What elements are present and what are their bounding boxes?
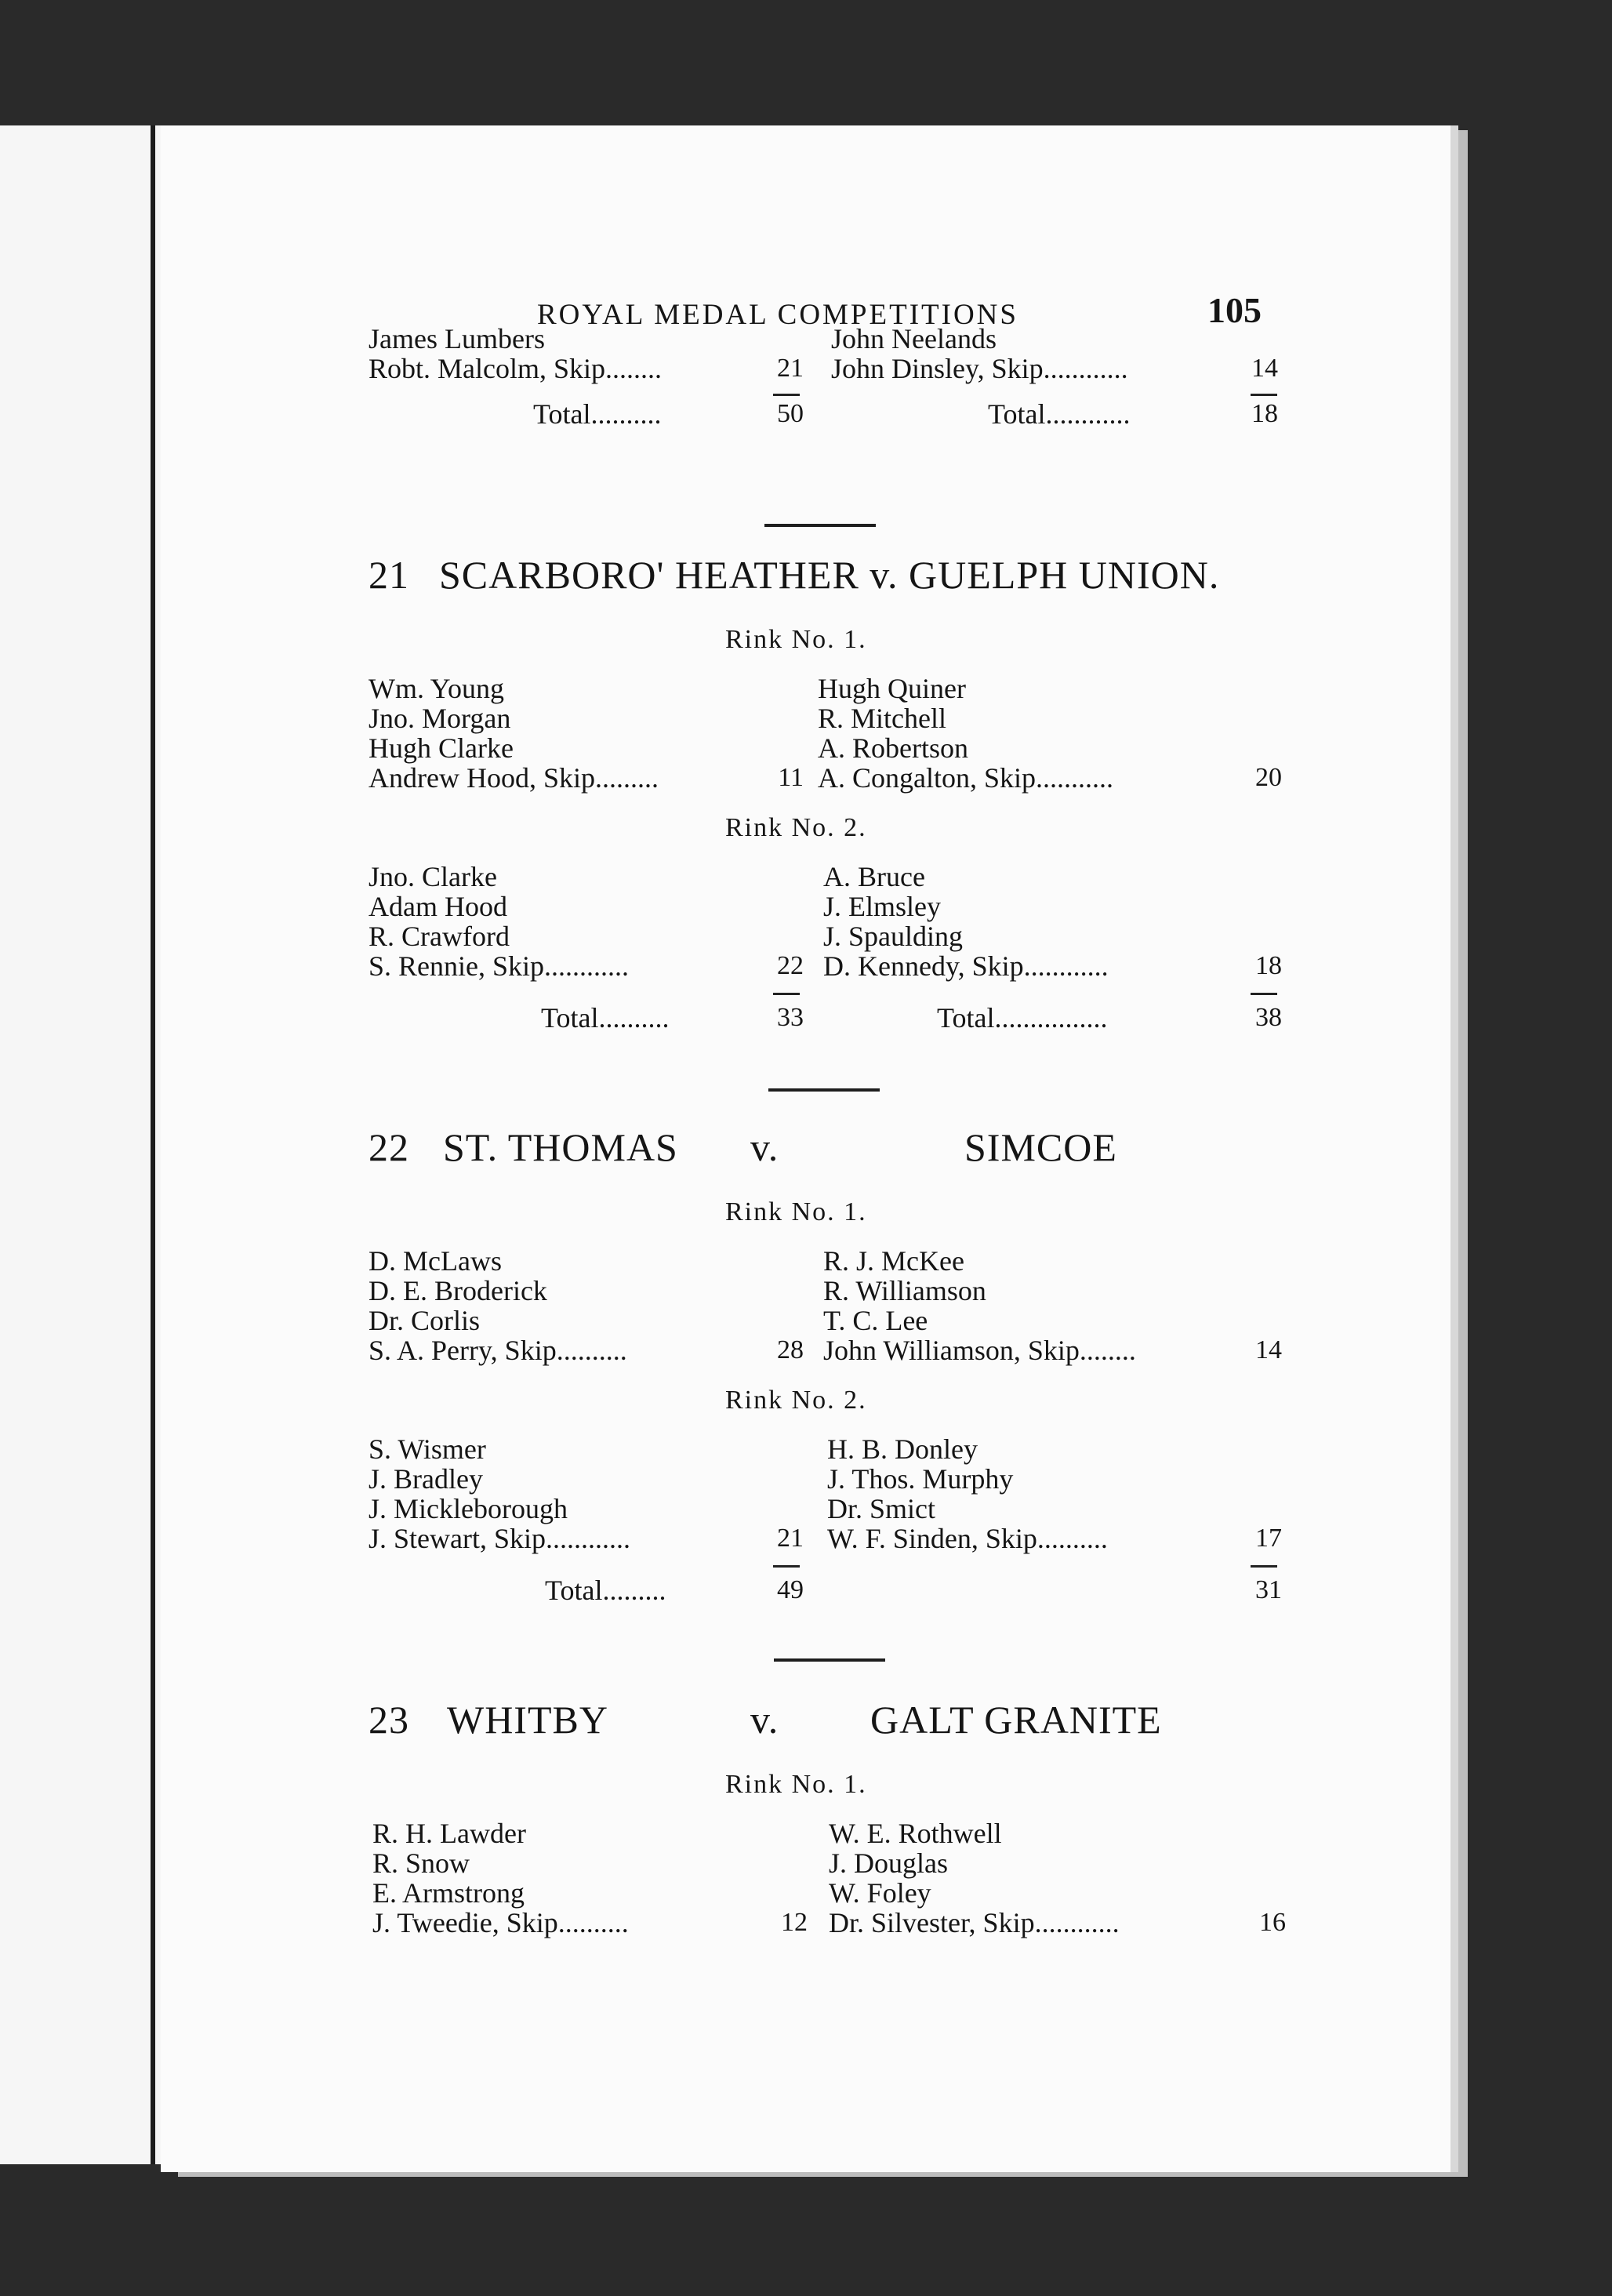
total-label: Total............: [988, 398, 1131, 430]
skip-score: 28: [777, 1335, 804, 1364]
player-name: R. H. Lawder: [372, 1818, 526, 1849]
player-name: R. Crawford: [369, 921, 510, 952]
player-name: R. Mitchell: [818, 703, 946, 734]
player-name: Dr. Smict: [827, 1493, 936, 1524]
player-name: Jno. Clarke: [369, 861, 497, 892]
book-page: [161, 125, 1450, 2172]
skip-name: D. Kennedy, Skip............: [823, 950, 1109, 982]
player-name: W. E. Rothwell: [829, 1818, 1002, 1849]
player-name: T. C. Lee: [823, 1305, 928, 1336]
sum-rule: [773, 993, 800, 995]
skip-score: 17: [1255, 1524, 1282, 1553]
player-name: J. Elmsley: [823, 891, 941, 922]
player-name: Adam Hood: [369, 891, 507, 922]
player-name: Jno. Morgan: [369, 703, 511, 734]
sum-rule: [773, 394, 800, 396]
skip-score: 16: [1259, 1908, 1286, 1937]
skip-name: John Dinsley, Skip............: [831, 353, 1128, 384]
skip-score: 12: [781, 1908, 808, 1937]
player-name: A. Bruce: [823, 861, 925, 892]
skip-name: Dr. Silvester, Skip............: [829, 1907, 1120, 1938]
total-score: 38: [1255, 1003, 1282, 1032]
skip-score: 14: [1251, 354, 1278, 383]
skip-name: J. Tweedie, Skip..........: [372, 1907, 629, 1938]
player-name: J. Spaulding: [823, 921, 964, 952]
skip-name: S. A. Perry, Skip..........: [369, 1335, 627, 1366]
section-rule: [774, 1658, 885, 1662]
rink-label: Rink No. 2.: [725, 813, 867, 842]
player-name: A. Robertson: [818, 732, 968, 764]
player-name: D. E. Broderick: [369, 1275, 547, 1306]
player-name: James Lumbers: [369, 323, 545, 354]
player-name: J. Thos. Murphy: [827, 1463, 1014, 1495]
skip-name: Andrew Hood, Skip.........: [369, 762, 659, 794]
total-score: 31: [1255, 1575, 1282, 1604]
total-label: Total..........: [541, 1002, 670, 1034]
player-name: S. Wismer: [369, 1433, 486, 1465]
total-label: Total..........: [533, 398, 662, 430]
player-name: W. Foley: [829, 1877, 931, 1909]
match-title: SCARBORO' HEATHER v. GUELPH UNION.: [439, 553, 1220, 597]
total-label: Total................: [937, 1002, 1108, 1034]
sum-rule: [1251, 993, 1277, 995]
skip-score: 22: [777, 951, 804, 980]
skip-name: John Williamson, Skip........: [823, 1335, 1136, 1366]
team-name: GALT GRANITE: [870, 1698, 1162, 1742]
total-label: Total.........: [545, 1575, 666, 1606]
team-name: WHITBY: [447, 1698, 608, 1742]
team-name: ST. THOMAS: [443, 1125, 678, 1169]
player-name: R. J. McKee: [823, 1245, 964, 1277]
rink-label: Rink No. 1.: [725, 1770, 867, 1799]
skip-score: 11: [778, 763, 804, 792]
player-name: J. Mickleborough: [369, 1493, 568, 1524]
rink-label: Rink No. 1.: [725, 1197, 867, 1226]
total-score: 50: [777, 399, 804, 428]
total-score: 49: [777, 1575, 804, 1604]
rink-label: Rink No. 2.: [725, 1386, 867, 1415]
versus-label: v.: [750, 1698, 779, 1742]
match-number: 21: [369, 553, 409, 597]
match-number: 22: [369, 1125, 409, 1169]
total-score: 33: [777, 1003, 804, 1032]
skip-name: S. Rennie, Skip............: [369, 950, 630, 982]
page-number: 105: [1207, 290, 1262, 330]
player-name: Dr. Corlis: [369, 1305, 481, 1336]
player-name: John Neelands: [831, 323, 997, 354]
skip-score: 20: [1255, 763, 1282, 792]
facing-page-edge: [0, 125, 161, 2164]
skip-score: 18: [1255, 951, 1282, 980]
versus-label: v.: [750, 1125, 779, 1169]
player-name: Hugh Clarke: [369, 732, 514, 764]
skip-score: 14: [1255, 1335, 1282, 1364]
sum-rule: [773, 1565, 800, 1568]
player-name: H. B. Donley: [827, 1433, 978, 1465]
rink-label: Rink No. 1.: [725, 625, 867, 654]
section-rule: [764, 524, 876, 527]
player-name: R. Snow: [372, 1847, 470, 1879]
skip-name: A. Congalton, Skip...........: [818, 762, 1114, 794]
running-head: ROYAL MEDAL COMPETITIONS: [537, 299, 1018, 331]
section-rule: [768, 1088, 880, 1092]
player-name: E. Armstrong: [372, 1877, 525, 1909]
team-name: SIMCOE: [964, 1125, 1117, 1169]
player-name: J. Douglas: [829, 1847, 948, 1879]
total-score: 18: [1251, 399, 1278, 428]
sum-rule: [1251, 1565, 1277, 1568]
match-number: 23: [369, 1698, 409, 1742]
sum-rule: [1251, 394, 1277, 396]
book-spine: [151, 125, 155, 2164]
skip-score: 21: [777, 1524, 804, 1553]
skip-name: J. Stewart, Skip............: [369, 1523, 631, 1554]
player-name: Wm. Young: [369, 673, 505, 704]
skip-score: 21: [777, 354, 804, 383]
player-name: D. McLaws: [369, 1245, 502, 1277]
skip-name: Robt. Malcolm, Skip........: [369, 353, 663, 384]
player-name: Hugh Quiner: [818, 673, 966, 704]
player-name: J. Bradley: [369, 1463, 483, 1495]
player-name: R. Williamson: [823, 1275, 986, 1306]
skip-name: W. F. Sinden, Skip..........: [827, 1523, 1108, 1554]
